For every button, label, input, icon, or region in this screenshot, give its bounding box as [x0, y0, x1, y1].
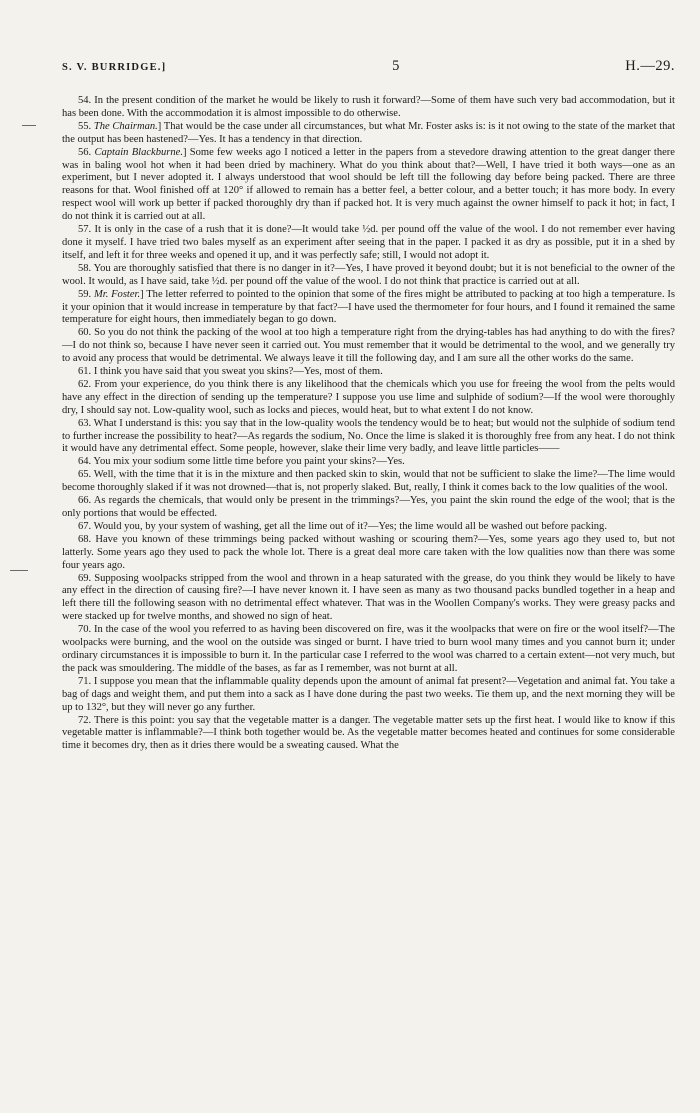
- testimony-paragraph: 57. It is only in the case of a rush that it is done?—It would take ½d. per pound off the value of the wool. I do not remember ever having done it myself. I have tried two bales myself as an experiment after seeing that in the paper. I packed it as dry as possible, put it in a shed by itself, and left it for three weeks and opened it up, and it was perfectly safe; still, I would not adopt it.: [62, 224, 675, 261]
- testimony-paragraph: [62, 147, 675, 224]
- testimony-paragraph: 64. You mix your sodium some little time before you paint your skins?—Yes.: [78, 456, 405, 468]
- document-reference: H.—29.: [625, 58, 675, 74]
- speaker-name: The Chairman.: [93, 120, 158, 132]
- testimony-paragraph: [62, 121, 675, 147]
- testimony-paragraph: 68. Have you known of these trimmings being packed without washing or scouring them?—Yes, some years ago they used to, but not latterly. Some years ago they used to pack the whole lot. There is a great deal more care taken with the low qualities now than there was some four years ago.: [62, 533, 675, 571]
- page-header: [62, 58, 675, 80]
- testimony-paragraph: [62, 289, 675, 328]
- testimony-paragraph: 60. So you do not think the packing of the wool at too high a temperature right from the drying-tables has had anything to do with the fires?—I do not think so, because I have never seen it carried out. You must remember that it would be detrimental to the wool, and we generally try to avoid any process that would be detrimental. We always leave it till the following day, and I am sure all the other works do the same.: [62, 327, 675, 365]
- testimony-paragraph: 69. Supposing woolpacks stripped from the wool and thrown in a heap saturated with the grease, do you think they would be likely to have any effect in the direction of causing fire?—I have never known it. I have seen as many as two thousand packs bundled together in a heap and left there till the following season with no detrimental effect whatever. That was in the Woollen Company's works. They were greasy packs and were stacked up for twelve months, and showed no sign of heat.: [62, 572, 675, 623]
- margin-mark: [22, 125, 36, 126]
- speaker-name: Captain Blackburne.: [94, 146, 183, 158]
- question-number: 56.: [78, 146, 95, 158]
- testimony-body: [62, 95, 675, 753]
- testimony-paragraph: 63. What I understand is this: you say that in the low-quality wools the tendency would be to heat; but would not the sulphide of sodium tend to further increase the possibility to heat?—As regards the sodium, No. Once the lime is slaked it is thoroughly free from any heat. I do not think it would have any detrimental effect. Some people, however, slake their lime very badly, and leave little particles——: [62, 417, 675, 455]
- testimony-paragraph: 67. Would you, by your system of washing, get all the lime out of it?—Yes; the lime would all be washed out before packing.: [78, 520, 607, 532]
- testimony-paragraph: 72. There is this point: you say that the vegetable matter is a danger. The vegetable matter sets up the first heat. I would like to know if this vegetable matter is inflammable?—I think both together would be. As the vegetable matter becomes heated and continues for some considerable time it becomes dry, then as it dries there would be a sweating caused. What the: [62, 714, 675, 752]
- testimony-paragraph: 62. From your experience, do you think there is any likelihood that the chemicals which you use for freeing the wool from the pelts would have any effect in the direction of sending up the temperature? I suppose you use lime and sulphide of sodium?—If the wool were thoroughly dry, I should say not. Low-quality wool, such as locks and pieces, would heat, but to what extent I do not know.: [62, 378, 675, 416]
- witness-name: S. V. BURRIDGE.]: [62, 62, 167, 73]
- testimony-paragraph: 66. As regards the chemicals, that would only be present in the trimmings?—Yes, you paint the skin round the edge of the wool; that is the only portions that would be effected.: [62, 495, 675, 519]
- testimony-paragraph: 65. Well, with the time that it is in the mixture and then packed skin to skin, would that not be sufficient to slake the lime?—The lime would become thoroughly slaked if it was not drowned—that is, not properly slaked. But, really, I think it comes back to the low qualities of the wool.: [62, 469, 675, 494]
- question-number: 59.: [78, 288, 94, 300]
- testimony-text: ] That would be the case under all circumstances, but what Mr. Foster asks is: is it not owing to the state of the market that the output has been hastened?—Yes. It has a tendency in that direction.: [62, 120, 676, 145]
- page-number: 5: [392, 58, 400, 74]
- testimony-paragraph: 71. I suppose you mean that the inflammable quality depends upon the amount of animal fat present?—Vegetation and animal fat. You take a bag of dags and weight them, and put them into a sack as I have done during the past two weeks. Tie them up, and the next morning they will be up to 132°, but they will never go any further.: [62, 675, 675, 713]
- testimony-paragraph: 70. In the case of the wool you referred to as having been discovered on fire, was it the woolpacks that were on fire or the wool itself?—The woolpacks were burning, and the wool on the outside was singed or burnt. I have tried to burn wool many times and you cannot burn it; under ordinary circumstances it is impossible to burn it. In the particular case I referred to the wool was charred to a certain extent—not very much, but the pack was smouldering. The middle of the bases, as far as I remember, was not burnt at all.: [62, 624, 675, 674]
- question-number: 55.: [78, 120, 94, 132]
- testimony-paragraph: 61. I think you have said that you sweat you skins?—Yes, most of them.: [78, 366, 383, 378]
- testimony-text: ] The letter referred to pointed to the opinion that some of the fires might be attributed to packing at too high a temperature. Is it your opinion that it would increase in temperature by that fact?—I have used the thermometer for four hours, and I found it remained the same temperature for eight hours, then immediately began to go down.: [62, 288, 675, 326]
- testimony-paragraph: 54. In the present condition of the market he would be likely to rush it forward?—Some of them have such very bad accommodation, but it has been done. With the accommodation it is almost impossible to do otherwise.: [62, 95, 675, 119]
- margin-mark: [10, 570, 28, 571]
- testimony-text: ] Some few weeks ago I noticed a letter in the papers from a stevedore drawing attention to the great danger there was in baling wool hot when it had been dried by machinery. What do you think about that?—Well, I have tried it both ways—one as an experiment, but I never adopted it. I always understood that wool should be left till the following day before being packed. There are three reasons for that. Wool finished off at 120° if allowed to remain has a better feel, a better colour, and a better touch; it has more body. In every respect wool will work up better if packed thoroughly dry than if packed hot. It is very much against the owner himself to pack it hot; in fact, I do not think it is carried out at all.: [62, 146, 675, 223]
- testimony-paragraph: 58. You are thoroughly satisfied that there is no danger in it?—Yes, I have proved it beyond doubt; but it is not beneficial to the owner of the wool. It would, as I have said, take ½d. per pound off the value of the wool. I do not think that practice is carried out at all.: [62, 262, 675, 287]
- speaker-name: Mr. Foster.: [93, 288, 141, 300]
